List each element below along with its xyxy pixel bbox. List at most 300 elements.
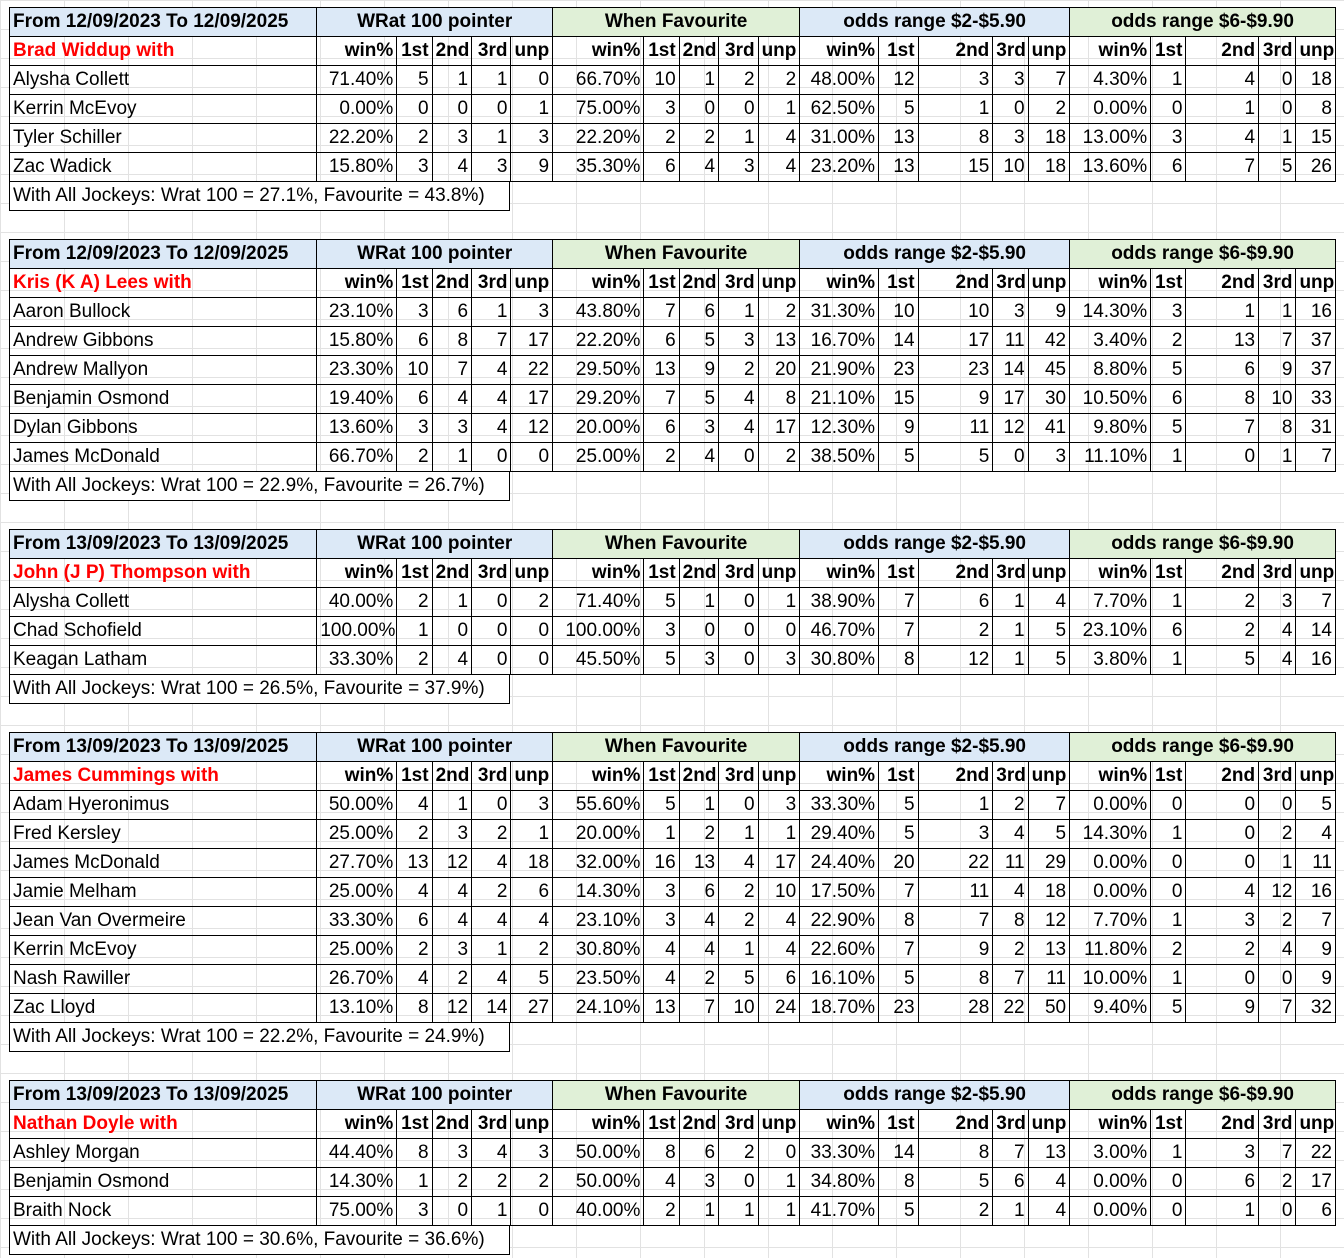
column-header[interactable]: 2nd [918, 269, 993, 298]
stat-cell[interactable]: 3 [511, 124, 553, 153]
stat-cell[interactable]: 0 [1151, 878, 1186, 907]
stat-cell[interactable]: 16 [1296, 298, 1336, 327]
column-header[interactable]: win% [317, 762, 397, 791]
stat-cell[interactable]: 1 [758, 95, 800, 124]
stat-cell[interactable]: 5 [644, 646, 679, 675]
stat-cell[interactable]: 46.70% [800, 617, 879, 646]
stat-cell[interactable]: 7 [1296, 907, 1336, 936]
stat-cell[interactable]: 1 [397, 1168, 432, 1197]
column-header[interactable]: 2nd [918, 1110, 993, 1139]
group-header[interactable]: odds range $2-$5.90 [800, 8, 1070, 37]
jockey-name-cell[interactable]: Alysha Collett [10, 588, 317, 617]
stat-cell[interactable]: 7 [679, 994, 718, 1023]
stat-cell[interactable]: 4 [719, 849, 758, 878]
stat-cell[interactable]: 29.20% [553, 385, 644, 414]
column-header[interactable]: unp [1296, 1110, 1336, 1139]
stat-cell[interactable]: 0 [719, 1168, 758, 1197]
group-header[interactable]: WRat 100 pointer [317, 8, 553, 37]
stat-cell[interactable]: 6 [397, 907, 432, 936]
stat-cell[interactable]: 3 [432, 820, 471, 849]
stat-cell[interactable]: 1 [1151, 588, 1186, 617]
stat-cell[interactable]: 33.30% [317, 646, 397, 675]
stat-cell[interactable]: 3.00% [1070, 1139, 1151, 1168]
stat-cell[interactable]: 4 [1186, 878, 1259, 907]
stat-cell[interactable]: 5 [511, 965, 553, 994]
stat-cell[interactable]: 12 [879, 66, 918, 95]
stat-cell[interactable]: 7 [1028, 66, 1070, 95]
column-header[interactable]: win% [1070, 269, 1151, 298]
group-header[interactable]: odds range $6-$9.90 [1070, 1081, 1336, 1110]
stat-cell[interactable]: 2 [432, 1168, 471, 1197]
stat-cell[interactable]: 4 [679, 443, 718, 472]
stat-cell[interactable]: 24 [758, 994, 800, 1023]
stat-cell[interactable]: 40.00% [553, 1197, 644, 1226]
stat-cell[interactable]: 27 [511, 994, 553, 1023]
stat-cell[interactable]: 5 [1296, 791, 1336, 820]
stat-cell[interactable]: 4 [432, 907, 471, 936]
stat-cell[interactable]: 0 [432, 1197, 471, 1226]
stat-cell[interactable]: 4 [993, 878, 1028, 907]
stat-cell[interactable]: 3 [758, 646, 800, 675]
stat-cell[interactable]: 14 [879, 327, 918, 356]
stat-cell[interactable]: 0 [1186, 443, 1259, 472]
stat-cell[interactable]: 4 [679, 936, 718, 965]
column-header[interactable]: unp [1028, 37, 1070, 66]
trainer-name[interactable]: Brad Widdup with [10, 37, 317, 66]
stat-cell[interactable]: 18 [511, 849, 553, 878]
stat-cell[interactable]: 0 [993, 443, 1028, 472]
stat-cell[interactable]: 23.50% [553, 965, 644, 994]
stat-cell[interactable]: 3 [397, 153, 432, 182]
stat-cell[interactable]: 1 [758, 588, 800, 617]
stat-cell[interactable]: 12 [511, 414, 553, 443]
summary-cell[interactable]: With All Jockeys: Wrat 100 = 30.6%, Favourite = 36.6%) [9, 1226, 510, 1255]
stat-cell[interactable]: 29.40% [800, 820, 879, 849]
stat-cell[interactable]: 1 [1186, 1197, 1259, 1226]
column-header[interactable]: 2nd [679, 559, 718, 588]
jockey-name-cell[interactable]: Zac Lloyd [10, 994, 317, 1023]
jockey-name-cell[interactable]: Kerrin McEvoy [10, 936, 317, 965]
column-header[interactable]: 1st [644, 559, 679, 588]
stat-cell[interactable]: 2 [511, 588, 553, 617]
column-header[interactable]: 2nd [918, 559, 993, 588]
stat-cell[interactable]: 12.30% [800, 414, 879, 443]
date-range[interactable]: From 13/09/2023 To 13/09/2025 [10, 733, 317, 762]
stat-cell[interactable]: 24.10% [553, 994, 644, 1023]
stat-cell[interactable]: 66.70% [553, 66, 644, 95]
stat-cell[interactable]: 45.50% [553, 646, 644, 675]
stat-cell[interactable]: 0 [1259, 965, 1296, 994]
stat-cell[interactable]: 5 [644, 791, 679, 820]
stat-cell[interactable]: 1 [1259, 849, 1296, 878]
stat-cell[interactable]: 45 [1028, 356, 1070, 385]
stat-cell[interactable]: 2 [1259, 1168, 1296, 1197]
stat-cell[interactable]: 4 [1028, 588, 1070, 617]
stat-cell[interactable]: 18 [1028, 153, 1070, 182]
column-header[interactable]: 3rd [1259, 269, 1296, 298]
column-header[interactable]: 3rd [472, 762, 511, 791]
group-header[interactable]: When Favourite [553, 240, 800, 269]
stat-cell[interactable]: 0 [472, 646, 511, 675]
stat-cell[interactable]: 7 [879, 588, 918, 617]
stat-cell[interactable]: 6 [1151, 385, 1186, 414]
stat-cell[interactable]: 12 [432, 994, 471, 1023]
jockey-name-cell[interactable]: Benjamin Osmond [10, 385, 317, 414]
stat-cell[interactable]: 6 [679, 878, 718, 907]
stat-cell[interactable]: 3 [397, 414, 432, 443]
stat-cell[interactable]: 35.30% [553, 153, 644, 182]
stat-cell[interactable]: 25.00% [317, 878, 397, 907]
stat-cell[interactable]: 8 [1296, 95, 1336, 124]
column-header[interactable]: 3rd [993, 762, 1028, 791]
column-header[interactable]: win% [1070, 762, 1151, 791]
stat-cell[interactable]: 4 [472, 965, 511, 994]
trainer-name[interactable]: Nathan Doyle with [10, 1110, 317, 1139]
stat-cell[interactable]: 1 [472, 1197, 511, 1226]
stat-cell[interactable]: 31.00% [800, 124, 879, 153]
stat-cell[interactable]: 7 [1259, 994, 1296, 1023]
stat-cell[interactable]: 9 [1296, 936, 1336, 965]
stat-cell[interactable]: 7 [644, 298, 679, 327]
stat-cell[interactable]: 24.40% [800, 849, 879, 878]
stat-cell[interactable]: 13.60% [1070, 153, 1151, 182]
stat-cell[interactable]: 0 [1259, 791, 1296, 820]
jockey-name-cell[interactable]: Jamie Melham [10, 878, 317, 907]
stat-cell[interactable]: 4 [993, 820, 1028, 849]
jockey-name-cell[interactable]: Benjamin Osmond [10, 1168, 317, 1197]
stat-cell[interactable]: 6 [758, 965, 800, 994]
stat-cell[interactable]: 2 [1151, 327, 1186, 356]
column-header[interactable]: win% [1070, 559, 1151, 588]
stat-cell[interactable]: 6 [679, 1139, 718, 1168]
stat-cell[interactable]: 0 [1151, 849, 1186, 878]
stat-cell[interactable]: 13 [1028, 936, 1070, 965]
jockey-name-cell[interactable]: Dylan Gibbons [10, 414, 317, 443]
stat-cell[interactable]: 1 [719, 124, 758, 153]
column-header[interactable]: 3rd [1259, 762, 1296, 791]
stat-cell[interactable]: 4 [397, 878, 432, 907]
stat-cell[interactable]: 62.50% [800, 95, 879, 124]
stat-cell[interactable]: 7 [879, 936, 918, 965]
stat-cell[interactable]: 8 [918, 965, 993, 994]
stat-cell[interactable]: 3 [511, 1139, 553, 1168]
stat-cell[interactable]: 44.40% [317, 1139, 397, 1168]
summary-cell[interactable]: With All Jockeys: Wrat 100 = 27.1%, Favourite = 43.8%) [9, 182, 510, 211]
stat-cell[interactable]: 3 [719, 153, 758, 182]
stat-cell[interactable]: 5 [879, 443, 918, 472]
stat-cell[interactable]: 2 [1028, 95, 1070, 124]
column-header[interactable]: 3rd [1259, 1110, 1296, 1139]
column-header[interactable]: 2nd [1186, 1110, 1259, 1139]
stat-cell[interactable]: 0 [1151, 1168, 1186, 1197]
stat-cell[interactable]: 4 [1259, 646, 1296, 675]
stat-cell[interactable]: 41.70% [800, 1197, 879, 1226]
stat-cell[interactable]: 6 [993, 1168, 1028, 1197]
stat-cell[interactable]: 17 [511, 385, 553, 414]
stat-cell[interactable]: 16.10% [800, 965, 879, 994]
stat-cell[interactable]: 5 [918, 1168, 993, 1197]
column-header[interactable]: 1st [879, 1110, 918, 1139]
stat-cell[interactable]: 2 [472, 878, 511, 907]
stat-cell[interactable]: 0 [758, 617, 800, 646]
stat-cell[interactable]: 18 [1296, 66, 1336, 95]
stat-cell[interactable]: 6 [397, 385, 432, 414]
stat-cell[interactable]: 18.70% [800, 994, 879, 1023]
column-header[interactable]: unp [758, 1110, 800, 1139]
stat-cell[interactable]: 2 [397, 443, 432, 472]
stat-cell[interactable]: 17.50% [800, 878, 879, 907]
stat-cell[interactable]: 12 [993, 414, 1028, 443]
stat-cell[interactable]: 3 [1259, 588, 1296, 617]
stat-cell[interactable]: 5 [879, 965, 918, 994]
jockey-name-cell[interactable]: Kerrin McEvoy [10, 95, 317, 124]
column-header[interactable]: win% [553, 37, 644, 66]
stat-cell[interactable]: 16 [1296, 878, 1336, 907]
stat-cell[interactable]: 2 [432, 965, 471, 994]
stat-cell[interactable]: 10 [1259, 385, 1296, 414]
stat-cell[interactable]: 3 [432, 124, 471, 153]
stat-cell[interactable]: 13.60% [317, 414, 397, 443]
jockey-name-cell[interactable]: Alysha Collett [10, 66, 317, 95]
stat-cell[interactable]: 3 [511, 791, 553, 820]
stat-cell[interactable]: 1 [432, 443, 471, 472]
column-header[interactable]: 3rd [993, 269, 1028, 298]
stat-cell[interactable]: 2 [397, 124, 432, 153]
stat-cell[interactable]: 1 [1259, 298, 1296, 327]
stat-cell[interactable]: 25.00% [553, 443, 644, 472]
summary-cell[interactable]: With All Jockeys: Wrat 100 = 22.2%, Favourite = 24.9%) [9, 1023, 510, 1052]
jockey-name-cell[interactable]: Aaron Bullock [10, 298, 317, 327]
column-header[interactable]: unp [758, 269, 800, 298]
stat-cell[interactable]: 3 [1151, 124, 1186, 153]
column-header[interactable]: 1st [397, 559, 432, 588]
stat-cell[interactable]: 66.70% [317, 443, 397, 472]
column-header[interactable]: unp [758, 559, 800, 588]
jockey-name-cell[interactable]: James McDonald [10, 849, 317, 878]
jockey-name-cell[interactable]: Zac Wadick [10, 153, 317, 182]
stat-cell[interactable]: 0 [719, 617, 758, 646]
stat-cell[interactable]: 7 [1186, 414, 1259, 443]
stat-cell[interactable]: 1 [1151, 907, 1186, 936]
stat-cell[interactable]: 41 [1028, 414, 1070, 443]
stat-cell[interactable]: 1 [993, 588, 1028, 617]
stat-cell[interactable]: 0 [679, 617, 718, 646]
jockey-name-cell[interactable]: Ashley Morgan [10, 1139, 317, 1168]
column-header[interactable]: 2nd [679, 762, 718, 791]
stat-cell[interactable]: 14 [993, 356, 1028, 385]
group-header[interactable]: odds range $2-$5.90 [800, 1081, 1070, 1110]
stat-cell[interactable]: 1 [758, 1197, 800, 1226]
stat-cell[interactable]: 50 [1028, 994, 1070, 1023]
stat-cell[interactable]: 2 [679, 965, 718, 994]
stat-cell[interactable]: 2 [758, 66, 800, 95]
stat-cell[interactable]: 1 [758, 1168, 800, 1197]
stat-cell[interactable]: 6 [1186, 1168, 1259, 1197]
column-header[interactable]: win% [1070, 37, 1151, 66]
stat-cell[interactable]: 2 [758, 443, 800, 472]
stat-cell[interactable]: 8 [1259, 414, 1296, 443]
stat-cell[interactable]: 2 [511, 936, 553, 965]
jockey-name-cell[interactable]: Fred Kersley [10, 820, 317, 849]
column-header[interactable]: 2nd [432, 762, 471, 791]
column-header[interactable]: unp [511, 762, 553, 791]
stat-cell[interactable]: 12 [918, 646, 993, 675]
stat-cell[interactable]: 0.00% [1070, 1197, 1151, 1226]
stat-cell[interactable]: 15 [1296, 124, 1336, 153]
stat-cell[interactable]: 3 [719, 327, 758, 356]
stat-cell[interactable]: 9 [679, 356, 718, 385]
stat-cell[interactable]: 0 [511, 617, 553, 646]
stat-cell[interactable]: 5 [879, 1197, 918, 1226]
stat-cell[interactable]: 0.00% [1070, 878, 1151, 907]
column-header[interactable]: win% [800, 559, 879, 588]
stat-cell[interactable]: 5 [1028, 646, 1070, 675]
stat-cell[interactable]: 23.10% [317, 298, 397, 327]
stat-cell[interactable]: 3 [397, 1197, 432, 1226]
stat-cell[interactable]: 13 [1186, 327, 1259, 356]
stat-cell[interactable]: 5 [1151, 994, 1186, 1023]
stat-cell[interactable]: 7 [879, 878, 918, 907]
stat-cell[interactable]: 5 [879, 820, 918, 849]
column-header[interactable]: 2nd [432, 269, 471, 298]
stat-cell[interactable]: 42 [1028, 327, 1070, 356]
column-header[interactable]: 3rd [719, 37, 758, 66]
stat-cell[interactable]: 4 [1259, 617, 1296, 646]
stat-cell[interactable]: 2 [472, 820, 511, 849]
stat-cell[interactable]: 3 [1186, 907, 1259, 936]
stat-cell[interactable]: 33.30% [800, 791, 879, 820]
stat-cell[interactable]: 3 [644, 617, 679, 646]
stat-cell[interactable]: 18 [1028, 124, 1070, 153]
stat-cell[interactable]: 2 [679, 820, 718, 849]
stat-cell[interactable]: 1 [432, 588, 471, 617]
column-header[interactable]: win% [800, 37, 879, 66]
stat-cell[interactable]: 2 [644, 124, 679, 153]
stat-cell[interactable]: 2 [397, 936, 432, 965]
stat-cell[interactable]: 25.00% [317, 820, 397, 849]
stat-cell[interactable]: 2 [719, 66, 758, 95]
column-header[interactable]: win% [317, 37, 397, 66]
jockey-name-cell[interactable]: Chad Schofield [10, 617, 317, 646]
stat-cell[interactable]: 10.00% [1070, 965, 1151, 994]
stat-cell[interactable]: 0.00% [1070, 1168, 1151, 1197]
stat-cell[interactable]: 1 [993, 617, 1028, 646]
stat-cell[interactable]: 6 [397, 327, 432, 356]
stat-cell[interactable]: 17 [511, 327, 553, 356]
stat-cell[interactable]: 4 [397, 791, 432, 820]
stat-cell[interactable]: 0.00% [1070, 791, 1151, 820]
stat-cell[interactable]: 1 [1151, 443, 1186, 472]
stat-cell[interactable]: 4 [432, 878, 471, 907]
trainer-name[interactable]: Kris (K A) Lees with [10, 269, 317, 298]
stat-cell[interactable]: 10 [397, 356, 432, 385]
stat-cell[interactable]: 22.60% [800, 936, 879, 965]
column-header[interactable]: 3rd [472, 37, 511, 66]
stat-cell[interactable]: 17 [758, 414, 800, 443]
stat-cell[interactable]: 9 [1028, 298, 1070, 327]
stat-cell[interactable]: 10 [758, 878, 800, 907]
stat-cell[interactable]: 9 [1186, 994, 1259, 1023]
jockey-name-cell[interactable]: Andrew Mallyon [10, 356, 317, 385]
stat-cell[interactable]: 7 [472, 327, 511, 356]
stat-cell[interactable]: 7 [1028, 791, 1070, 820]
stat-cell[interactable]: 37 [1296, 356, 1336, 385]
stat-cell[interactable]: 10.50% [1070, 385, 1151, 414]
stat-cell[interactable]: 1 [918, 791, 993, 820]
column-header[interactable]: unp [758, 762, 800, 791]
stat-cell[interactable]: 4 [432, 646, 471, 675]
stat-cell[interactable]: 0 [472, 791, 511, 820]
stat-cell[interactable]: 6 [1151, 153, 1186, 182]
stat-cell[interactable]: 1 [993, 646, 1028, 675]
stat-cell[interactable]: 4 [397, 965, 432, 994]
column-header[interactable]: win% [553, 762, 644, 791]
column-header[interactable]: 1st [879, 762, 918, 791]
group-header[interactable]: When Favourite [553, 8, 800, 37]
stat-cell[interactable]: 2 [719, 907, 758, 936]
column-header[interactable]: unp [511, 37, 553, 66]
stat-cell[interactable]: 5 [679, 327, 718, 356]
stat-cell[interactable]: 11 [918, 878, 993, 907]
jockey-name-cell[interactable]: Nash Rawiller [10, 965, 317, 994]
stat-cell[interactable]: 4 [1028, 1197, 1070, 1226]
stat-cell[interactable]: 19.40% [317, 385, 397, 414]
stat-cell[interactable]: 2 [644, 1197, 679, 1226]
stat-cell[interactable]: 8 [993, 907, 1028, 936]
stat-cell[interactable]: 0 [472, 95, 511, 124]
stat-cell[interactable]: 9 [1259, 356, 1296, 385]
stat-cell[interactable]: 7 [918, 907, 993, 936]
stat-cell[interactable]: 13 [1028, 1139, 1070, 1168]
stat-cell[interactable]: 1 [679, 791, 718, 820]
stat-cell[interactable]: 5 [1151, 356, 1186, 385]
stat-cell[interactable]: 7 [1186, 153, 1259, 182]
stat-cell[interactable]: 8 [758, 385, 800, 414]
stat-cell[interactable]: 11 [918, 414, 993, 443]
stat-cell[interactable]: 13 [644, 356, 679, 385]
date-range[interactable]: From 12/09/2023 To 12/09/2025 [10, 8, 317, 37]
stat-cell[interactable]: 6 [432, 298, 471, 327]
stat-cell[interactable]: 2 [679, 124, 718, 153]
jockey-name-cell[interactable]: Braith Nock [10, 1197, 317, 1226]
column-header[interactable]: 1st [879, 269, 918, 298]
stat-cell[interactable]: 28 [918, 994, 993, 1023]
stat-cell[interactable]: 1 [472, 66, 511, 95]
stat-cell[interactable]: 8 [397, 1139, 432, 1168]
stat-cell[interactable]: 71.40% [553, 588, 644, 617]
stat-cell[interactable]: 11.80% [1070, 936, 1151, 965]
column-header[interactable]: 3rd [719, 269, 758, 298]
stat-cell[interactable]: 7 [993, 1139, 1028, 1168]
stat-cell[interactable]: 1 [397, 617, 432, 646]
stat-cell[interactable]: 13 [397, 849, 432, 878]
stat-cell[interactable]: 40.00% [317, 588, 397, 617]
stat-cell[interactable]: 4 [644, 936, 679, 965]
group-header[interactable]: WRat 100 pointer [317, 530, 553, 559]
stat-cell[interactable]: 0 [472, 588, 511, 617]
stat-cell[interactable]: 9 [1296, 965, 1336, 994]
stat-cell[interactable]: 15 [918, 153, 993, 182]
stat-cell[interactable]: 20 [879, 849, 918, 878]
column-header[interactable]: unp [1028, 269, 1070, 298]
stat-cell[interactable]: 10 [644, 66, 679, 95]
column-header[interactable]: 3rd [993, 37, 1028, 66]
stat-cell[interactable]: 0 [719, 791, 758, 820]
date-range[interactable]: From 12/09/2023 To 12/09/2025 [10, 240, 317, 269]
stat-cell[interactable]: 4 [758, 907, 800, 936]
column-header[interactable]: 1st [397, 37, 432, 66]
stat-cell[interactable]: 13.00% [1070, 124, 1151, 153]
